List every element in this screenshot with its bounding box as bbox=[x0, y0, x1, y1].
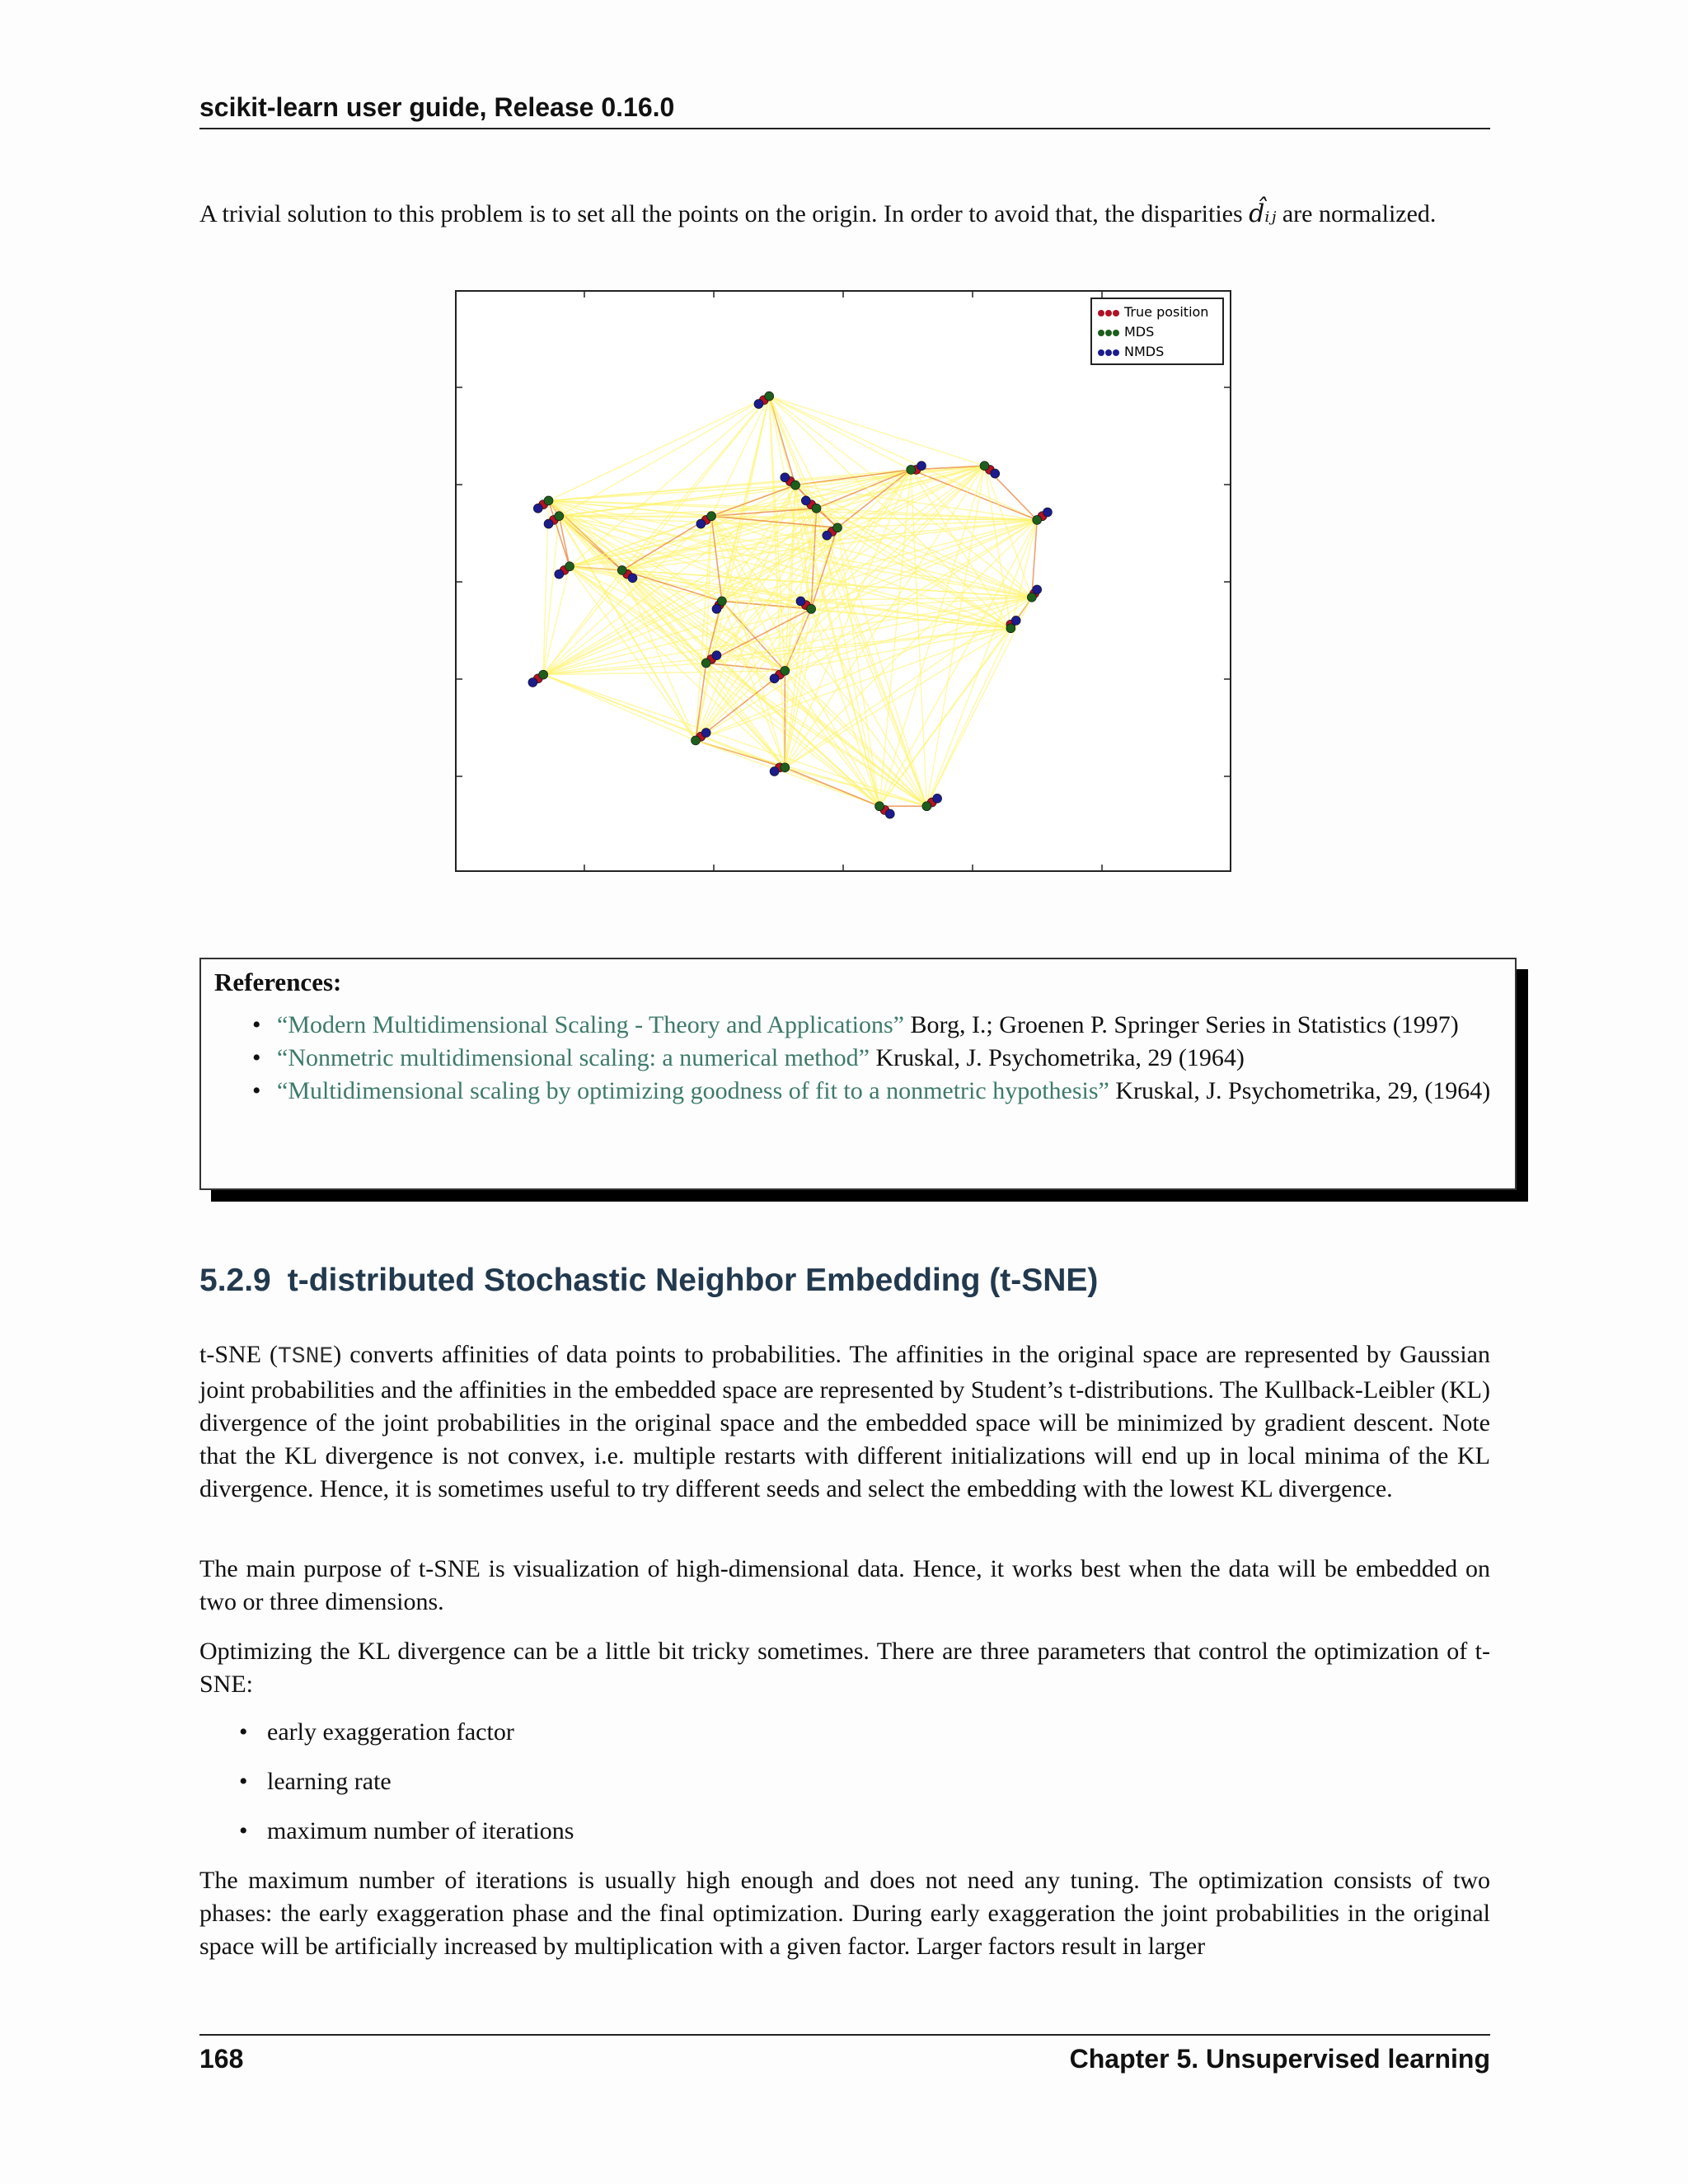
mds-point bbox=[539, 670, 548, 679]
mds-point bbox=[555, 512, 564, 521]
mds-point bbox=[1027, 593, 1036, 602]
page-number: 168 bbox=[199, 2044, 244, 2074]
nmds-point bbox=[796, 597, 805, 606]
tsne-paragraph-2: The main purpose of t-SNE is visualization of high-dimensional data. Hence, it works best when the data will be embedded on two or three dimensions. bbox=[199, 1555, 1490, 1615]
legend-label-mds: MDS bbox=[1124, 324, 1155, 340]
reference-item: • “Nonmetric multidimensional scaling: a numerical method” Kruskal, J. Psychometrika, 29 (1964) bbox=[277, 1042, 1502, 1075]
nmds-point bbox=[801, 496, 810, 505]
nmds-point bbox=[917, 462, 926, 471]
legend-label-true: True position bbox=[1124, 304, 1209, 320]
mds-point bbox=[833, 523, 842, 532]
reference-link-3[interactable]: “Multidimensional scaling by optimizing goodness of fit to a nonmetric hypothesis” bbox=[277, 1077, 1109, 1104]
nmds-point bbox=[770, 674, 779, 683]
disparity-symbol: d̂ᵢⱼ bbox=[1249, 199, 1277, 228]
references-box bbox=[199, 958, 1517, 1190]
section-title: t-distributed Stochastic Neighbor Embedding (t-SNE) bbox=[287, 1263, 1099, 1298]
nmds-point bbox=[712, 651, 721, 660]
mds-point bbox=[1033, 515, 1042, 524]
legend bbox=[1091, 298, 1223, 364]
list-item: • maximum number of iterations bbox=[239, 1815, 574, 1864]
nmds-point bbox=[1033, 585, 1042, 594]
mds-point bbox=[781, 666, 790, 675]
list-item: • learning rate bbox=[239, 1765, 574, 1815]
mds-point bbox=[791, 480, 800, 490]
reference-item: • “Modern Multidimensional Scaling - Theory and Applications” Borg, I.; Groenen P. Springer Series in Statistics (1997) bbox=[277, 1009, 1502, 1042]
mds-point bbox=[617, 565, 626, 574]
nmds-point bbox=[701, 729, 710, 738]
mds-point bbox=[812, 504, 821, 513]
tsne-paragraph-3: Optimizing the KL divergence can be a little bit tricky sometimes. There are three parameters that control the optimization of t-SNE: bbox=[199, 1638, 1490, 1698]
tsne-paragraph-1: t-SNE (TSNE) converts affinities of data points to probabilities. The affinities in the original space are represented by Gaussian joint probabilities and the affinities in the embedded space are represented by Student’s t-distributions. The Kullback-Leibler (KL) divergence of the joint probabilities in the original space and the embedded space will be minimized by gradient descent. Note that the KL divergence is not convex, i.e. multiple restarts with different initializations will end up in local minima of the KL divergence. Hence, it is sometimes useful to try different seeds and select the embedding with the lowest KL divergence. bbox=[199, 1341, 1490, 1502]
nmds-point bbox=[781, 473, 790, 482]
nmds-point bbox=[1043, 508, 1052, 517]
references-list bbox=[214, 1009, 1502, 1108]
references-heading: References: bbox=[214, 968, 342, 996]
nmds-point bbox=[991, 469, 1000, 478]
nmds-point bbox=[696, 519, 706, 528]
nmds-point bbox=[885, 809, 894, 818]
mds-point bbox=[781, 763, 790, 772]
nmds-point bbox=[555, 569, 564, 579]
page-footer bbox=[199, 2034, 1490, 2074]
nmds-point bbox=[754, 400, 763, 409]
chapter-title: Chapter 5. Unsupervised learning bbox=[1069, 2044, 1490, 2074]
intro-text-before: A trivial solution to this problem is to set all the points on the origin. In order to avoid that, the disparities bbox=[199, 200, 1250, 227]
parameter-list bbox=[239, 1716, 574, 1864]
nmds-point bbox=[528, 678, 537, 687]
list-item: • early exaggeration factor bbox=[239, 1716, 574, 1765]
tsne-code-link[interactable]: TSNE bbox=[278, 1344, 334, 1370]
mds-point bbox=[707, 512, 716, 521]
intro-paragraph bbox=[199, 198, 1490, 231]
mds-point bbox=[565, 562, 574, 571]
legend-label-nmds: NMDS bbox=[1124, 344, 1165, 359]
running-header: scikit-learn user guide, Release 0.16.0 bbox=[199, 92, 1490, 129]
section-heading bbox=[199, 1263, 1098, 1299]
nmds-point bbox=[544, 519, 553, 528]
mds-point bbox=[765, 391, 774, 401]
nmds-point bbox=[933, 794, 942, 803]
mds-point bbox=[544, 496, 553, 505]
mds-point bbox=[691, 736, 700, 745]
mds-point bbox=[807, 604, 816, 613]
mds-figure bbox=[455, 290, 1233, 874]
mds-point bbox=[907, 465, 916, 474]
mds-point bbox=[701, 658, 710, 668]
nmds-point bbox=[712, 604, 721, 613]
intro-text-after: are normalized. bbox=[1276, 200, 1437, 227]
section-number: 5.2.9 bbox=[199, 1263, 271, 1298]
mds-point bbox=[980, 462, 989, 471]
mds-point bbox=[717, 597, 726, 606]
mds-point bbox=[875, 802, 884, 811]
mds-point bbox=[922, 802, 931, 811]
mds-point bbox=[1006, 624, 1015, 633]
nmds-point bbox=[533, 504, 542, 513]
tsne-paragraph-4: The maximum number of iterations is usually high enough and does not need any tuning. The optimization consists of two phases: the early exaggeration phase and the final optimization. During early exaggeration the joint probabilities in the original space will be artificially increased by multiplication with a given factor. Larger factors result in larger bbox=[199, 1867, 1490, 1960]
reference-item: • “Multidimensional scaling by optimizing goodness of fit to a nonmetric hypothesis” Kruskal, J. Psychometrika, 29, (1964) bbox=[277, 1075, 1502, 1108]
nmds-point bbox=[770, 766, 779, 776]
nmds-point bbox=[1011, 616, 1020, 625]
reference-link-2[interactable]: “Nonmetric multidimensional scaling: a numerical method” bbox=[277, 1044, 870, 1071]
nmds-point bbox=[628, 574, 637, 583]
reference-link-1[interactable]: “Modern Multidimensional Scaling - Theory and Applications” bbox=[277, 1011, 904, 1038]
nmds-point bbox=[823, 531, 832, 540]
